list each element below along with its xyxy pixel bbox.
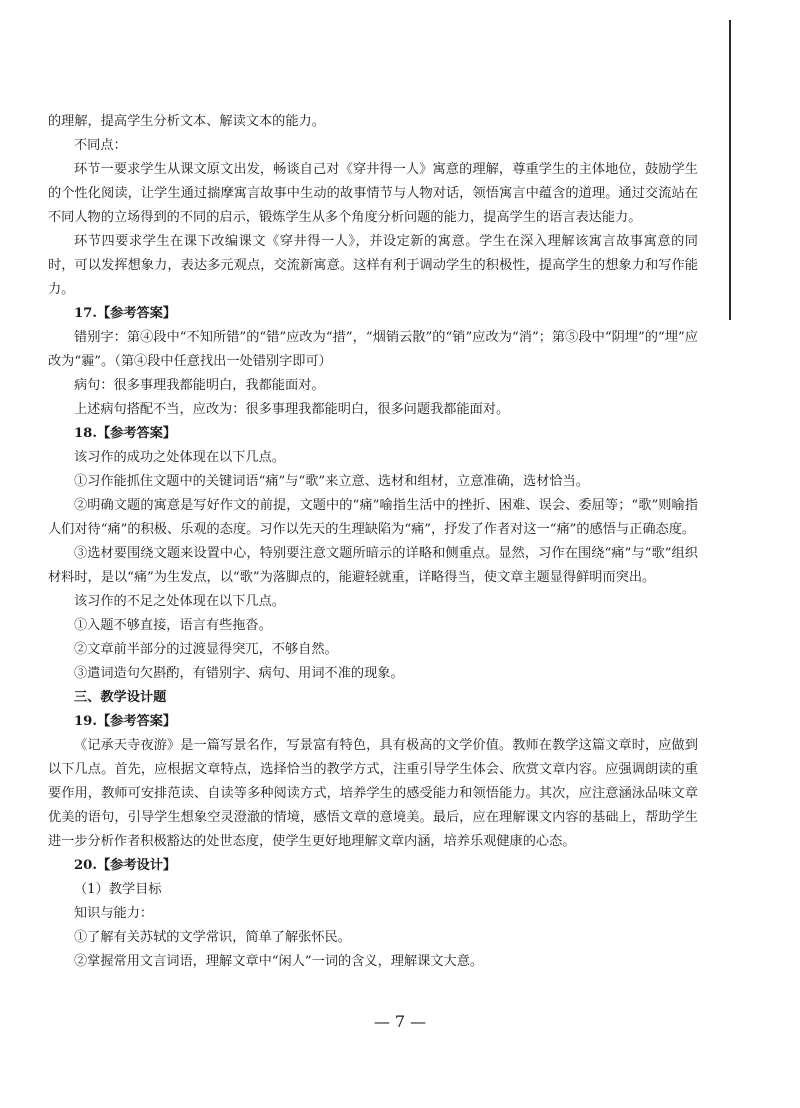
- page-number: — 7 —: [373, 1012, 427, 1031]
- paragraph: 上述病句搭配不当，应改为：很多事理我都能明白，很多问题我都能面对。: [74, 402, 510, 417]
- paragraph: 环节四要求学生在课下改编课文《穿井得一人》，并设定新的寓意。学生在深入理解该寓言故事寓意的同时，可以发挥想象力，表达多元观点，交流新寓意。这样有利于调动学生的积极性，提高学生的想象力和写作能力。: [48, 234, 698, 297]
- section-heading: 20.【参考设计】: [74, 858, 177, 873]
- binding-margin-line: [729, 20, 731, 320]
- document-body: [48, 110, 698, 974]
- section-heading: 19.【参考答案】: [74, 714, 177, 729]
- paragraph: 知识与能力：: [74, 906, 154, 921]
- paragraph: ①习作能抓住文题中的关键词语“痛”与“歌”来立意、选材和组材，立意准确，选材恰当。: [74, 474, 589, 489]
- paragraph: ③遣词造句欠斟酌，有错别字、病句、用词不准的现象。: [74, 666, 404, 681]
- section-heading: 三、教学设计题: [74, 690, 167, 705]
- paragraph: 错别字：第④段中“不知所错”的“错”应改为“措”，“烟销云散”的“销”应改为“消”；第⑤段中“阴埋”的“埋”应改为“霾”。（第④段中任意找出一处错别字即可）: [48, 330, 698, 369]
- paragraph: ②明确文题的寓意是写好作文的前提，文题中的“痛”喻指生活中的挫折、困难、误会、委屈等；“歌”则喻指人们对待“痛”的积极、乐观的态度。习作以先天的生理缺陷为“痛”，抒发了作者对这一“痛”的感悟与正确态度。: [48, 498, 698, 537]
- paragraph: 病句：很多事理我都能明白，我都能面对。: [74, 378, 325, 393]
- paragraph: （1）教学目标: [74, 882, 162, 897]
- paragraph: ②文章前半部分的过渡显得突兀，不够自然。: [74, 642, 338, 657]
- paragraph: 该习作的成功之处体现在以下几点。: [74, 450, 285, 465]
- paragraph: ③选材要围绕文题来设置中心，特别要注意文题所暗示的详略和侧重点。显然，习作在围绕“痛”与“歌”组织材料时，是以“痛”为生发点，以“歌”为落脚点的，能避轻就重，详略得当，使文章主题显得鲜明而突出。: [48, 546, 698, 585]
- paragraph: ①入题不够直接，语言有些拖沓。: [74, 618, 272, 633]
- paragraph: 《记承天寺夜游》是一篇写景名作，写景富有特色，具有极高的文学价值。教师在教学这篇文章时，应做到以下几点。首先，应根据文章特点，选择恰当的教学方式，注重引导学生体会、欣赏文章内容。应强调朗读的重要作用，教师可安排范读、自读等多种阅读方式，培养学生的感受能力和领悟能力。其次，应注意涵泳品味文章优美的语句，引导学生想象空灵澄澈的情境，感悟文章的意境美。最后，应在理解课文内容的基础上，帮助学生进一步分析作者积极豁达的处世态度，使学生更好地理解文章内涵，培养乐观健康的心态。: [48, 738, 698, 849]
- section-heading: 18.【参考答案】: [74, 426, 177, 441]
- paragraph: 环节一要求学生从课文原文出发，畅谈自己对《穿井得一人》寓意的理解，尊重学生的主体地位，鼓励学生的个性化阅读，让学生通过揣摩寓言故事中生动的故事情节与人物对话，领悟寓言中蕴含的道理。通过交流站在不同人物的立场得到的不同的启示，锻炼学生从多个角度分析问题的能力，提高学生的语言表达能力。: [48, 162, 698, 225]
- paragraph: 的理解，提高学生分析文本、解读文本的能力。: [48, 114, 325, 129]
- paragraph: ①了解有关苏轼的文学常识，简单了解张怀民。: [74, 930, 351, 945]
- paragraph: 不同点：: [74, 138, 127, 153]
- paragraph: ②掌握常用文言词语，理解文章中“闲人”一词的含义，理解课文大意。: [74, 954, 484, 969]
- paragraph: 该习作的不足之处体现在以下几点。: [74, 594, 285, 609]
- section-heading: 17.【参考答案】: [74, 306, 177, 321]
